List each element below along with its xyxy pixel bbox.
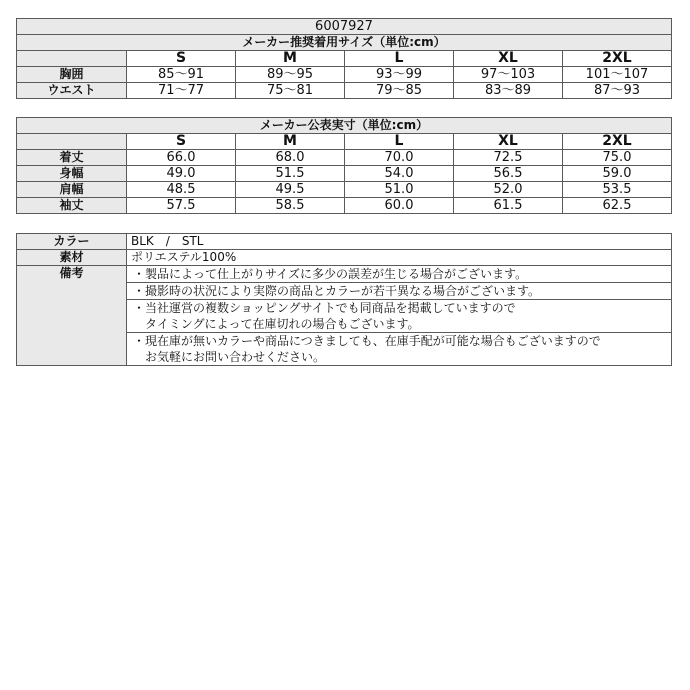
actual-measurements-title: メーカー公表実寸（単位:cm） [17,118,672,134]
color-value: BLK / STL [127,234,672,250]
recommended-size-title: メーカー推奨着用サイズ（単位:cm） [17,35,672,51]
row-label: 着丈 [17,150,127,166]
table-row [17,150,672,166]
table-cell: 48.5 [127,182,236,198]
row-label: ウエスト [17,83,127,99]
table-cell: 58.5 [236,198,345,214]
table-cell: 85～91 [127,67,236,83]
table-cell: 57.5 [127,198,236,214]
note-text: タイミングによって在庫切れの場合もございます。 [133,317,420,331]
table-cell: 49.5 [236,182,345,198]
table-row [17,250,672,266]
color-label: カラー [17,234,127,250]
table-cell: 60.0 [345,198,454,214]
table-row [17,166,672,182]
table-cell: 51.0 [345,182,454,198]
table-cell: 53.5 [563,182,672,198]
table-cell: 101～107 [563,67,672,83]
material-label: 素材 [17,250,127,266]
row-label: 肩幅 [17,182,127,198]
actual-measurements-table [16,117,672,214]
size-header: XL [454,51,563,67]
size-header-row [17,134,672,150]
material-value: ポリエステル100% [127,250,672,266]
note-item [127,333,671,365]
note-text: ・撮影時の状況により実際の商品とカラーが若干異なる場合がございます。 [133,284,541,298]
table-cell: 62.5 [563,198,672,214]
note-item [127,300,671,333]
table-cell: 56.5 [454,166,563,182]
table-cell: 59.0 [563,166,672,182]
table-row [17,67,672,83]
table-cell: 52.0 [454,182,563,198]
size-header-row [17,51,672,67]
size-header: 2XL [563,134,672,150]
notes-label: 備考 [17,266,127,366]
size-header: L [345,51,454,67]
table-row [17,83,672,99]
recommended-size-table [16,18,672,99]
table-cell: 66.0 [127,150,236,166]
table-cell: 54.0 [345,166,454,182]
note-item [127,283,671,300]
product-code: 6007927 [17,19,672,35]
note-text: ・当社運営の複数ショッピングサイトでも同商品を掲載していますので [133,301,516,315]
table-cell: 83～89 [454,83,563,99]
size-header: XL [454,134,563,150]
corner-cell [17,51,127,67]
row-label: 胸囲 [17,67,127,83]
notes-cell [127,266,672,366]
table-cell: 87～93 [563,83,672,99]
note-text: ・製品によって仕上がりサイズに多少の誤差が生じる場合がございます。 [133,267,528,281]
table-row [17,234,672,250]
size-header: M [236,134,345,150]
table-row [17,182,672,198]
corner-cell [17,134,127,150]
size-header: L [345,134,454,150]
note-item [127,266,671,283]
table-row [17,198,672,214]
table-row [17,266,672,366]
size-header: S [127,51,236,67]
table-cell: 97～103 [454,67,563,83]
row-label: 身幅 [17,166,127,182]
table-cell: 79～85 [345,83,454,99]
table-cell: 70.0 [345,150,454,166]
size-header: 2XL [563,51,672,67]
size-header: M [236,51,345,67]
table-cell: 72.5 [454,150,563,166]
table-cell: 49.0 [127,166,236,182]
table-cell: 89～95 [236,67,345,83]
table-cell: 61.5 [454,198,563,214]
note-text: ・現在庫が無いカラーや商品につきましても、在庫手配が可能な場合もございますので [133,334,601,348]
table-cell: 75～81 [236,83,345,99]
size-header: S [127,134,236,150]
note-text: お気軽にお問い合わせください。 [133,350,326,364]
table-cell: 51.5 [236,166,345,182]
product-info-table [16,233,672,366]
table-cell: 75.0 [563,150,672,166]
table-cell: 68.0 [236,150,345,166]
table-cell: 71～77 [127,83,236,99]
table-cell: 93～99 [345,67,454,83]
row-label: 袖丈 [17,198,127,214]
